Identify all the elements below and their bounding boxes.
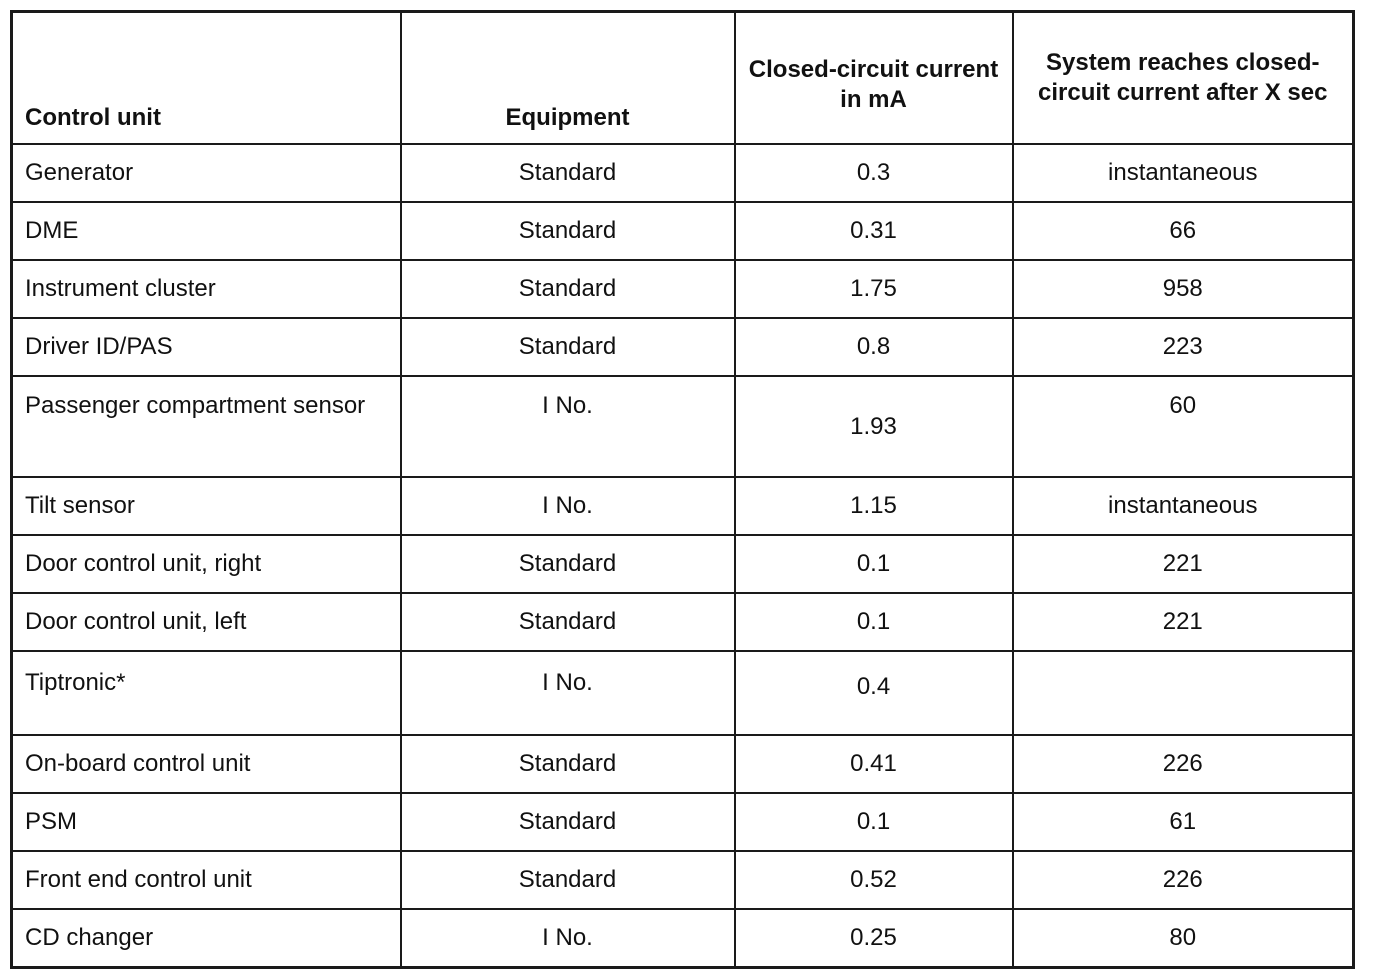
cell-equipment: I No. bbox=[401, 477, 735, 535]
cell-time: instantaneous bbox=[1013, 144, 1354, 202]
table-row bbox=[12, 535, 1354, 593]
cell-current: 0.31 bbox=[735, 202, 1013, 260]
cell-control-unit: Instrument cluster bbox=[12, 260, 401, 318]
cell-equipment: I No. bbox=[401, 909, 735, 968]
cell-current: 0.1 bbox=[735, 793, 1013, 851]
cell-equipment: Standard bbox=[401, 318, 735, 376]
cell-equipment: Standard bbox=[401, 535, 735, 593]
cell-control-unit: Tilt sensor bbox=[12, 477, 401, 535]
cell-current: 0.3 bbox=[735, 144, 1013, 202]
table-header-row bbox=[12, 12, 1354, 145]
cell-equipment: I No. bbox=[401, 651, 735, 735]
table-row bbox=[12, 793, 1354, 851]
cell-control-unit: On-board control unit bbox=[12, 735, 401, 793]
table-row bbox=[12, 651, 1354, 735]
cell-control-unit: Door control unit, left bbox=[12, 593, 401, 651]
cell-current: 1.75 bbox=[735, 260, 1013, 318]
cell-equipment: Standard bbox=[401, 260, 735, 318]
cell-equipment: Standard bbox=[401, 202, 735, 260]
cell-control-unit: Passenger compartment sensor bbox=[12, 376, 401, 477]
cell-control-unit: Tiptronic* bbox=[12, 651, 401, 735]
cell-current: 1.15 bbox=[735, 477, 1013, 535]
header-time-to-closed-circuit: System reaches closed-circuit current after X sec bbox=[1013, 12, 1354, 145]
cell-current: 0.52 bbox=[735, 851, 1013, 909]
cell-equipment: Standard bbox=[401, 144, 735, 202]
cell-time: 226 bbox=[1013, 735, 1354, 793]
cell-current: 0.1 bbox=[735, 535, 1013, 593]
cell-control-unit: Front end control unit bbox=[12, 851, 401, 909]
closed-circuit-current-table-container bbox=[10, 10, 1352, 969]
table-row bbox=[12, 477, 1354, 535]
cell-equipment: Standard bbox=[401, 593, 735, 651]
table-row bbox=[12, 318, 1354, 376]
cell-control-unit: Generator bbox=[12, 144, 401, 202]
cell-current: 0.4 bbox=[735, 651, 1013, 735]
cell-control-unit: DME bbox=[12, 202, 401, 260]
table-row bbox=[12, 735, 1354, 793]
table-row bbox=[12, 593, 1354, 651]
cell-control-unit: PSM bbox=[12, 793, 401, 851]
table-row bbox=[12, 202, 1354, 260]
cell-time: 80 bbox=[1013, 909, 1354, 968]
table-row bbox=[12, 851, 1354, 909]
cell-time: 61 bbox=[1013, 793, 1354, 851]
cell-control-unit: Driver ID/PAS bbox=[12, 318, 401, 376]
cell-time bbox=[1013, 651, 1354, 735]
cell-time: 66 bbox=[1013, 202, 1354, 260]
cell-control-unit: Door control unit, right bbox=[12, 535, 401, 593]
cell-current: 0.8 bbox=[735, 318, 1013, 376]
cell-time: instantaneous bbox=[1013, 477, 1354, 535]
cell-equipment: Standard bbox=[401, 735, 735, 793]
cell-equipment: I No. bbox=[401, 376, 735, 477]
closed-circuit-current-table bbox=[10, 10, 1355, 969]
cell-current: 0.41 bbox=[735, 735, 1013, 793]
cell-equipment: Standard bbox=[401, 851, 735, 909]
cell-time: 221 bbox=[1013, 535, 1354, 593]
header-control-unit: Control unit bbox=[12, 12, 401, 145]
cell-time: 221 bbox=[1013, 593, 1354, 651]
table-row bbox=[12, 144, 1354, 202]
cell-control-unit: CD changer bbox=[12, 909, 401, 968]
cell-equipment: Standard bbox=[401, 793, 735, 851]
table-row bbox=[12, 909, 1354, 968]
header-equipment: Equipment bbox=[401, 12, 735, 145]
cell-current: 0.25 bbox=[735, 909, 1013, 968]
cell-time: 60 bbox=[1013, 376, 1354, 477]
cell-current: 0.1 bbox=[735, 593, 1013, 651]
header-closed-circuit-current: Closed-circuit current in mA bbox=[735, 12, 1013, 145]
table-row bbox=[12, 376, 1354, 477]
cell-current: 1.93 bbox=[735, 376, 1013, 477]
cell-time: 958 bbox=[1013, 260, 1354, 318]
table-row bbox=[12, 260, 1354, 318]
cell-time: 223 bbox=[1013, 318, 1354, 376]
cell-time: 226 bbox=[1013, 851, 1354, 909]
